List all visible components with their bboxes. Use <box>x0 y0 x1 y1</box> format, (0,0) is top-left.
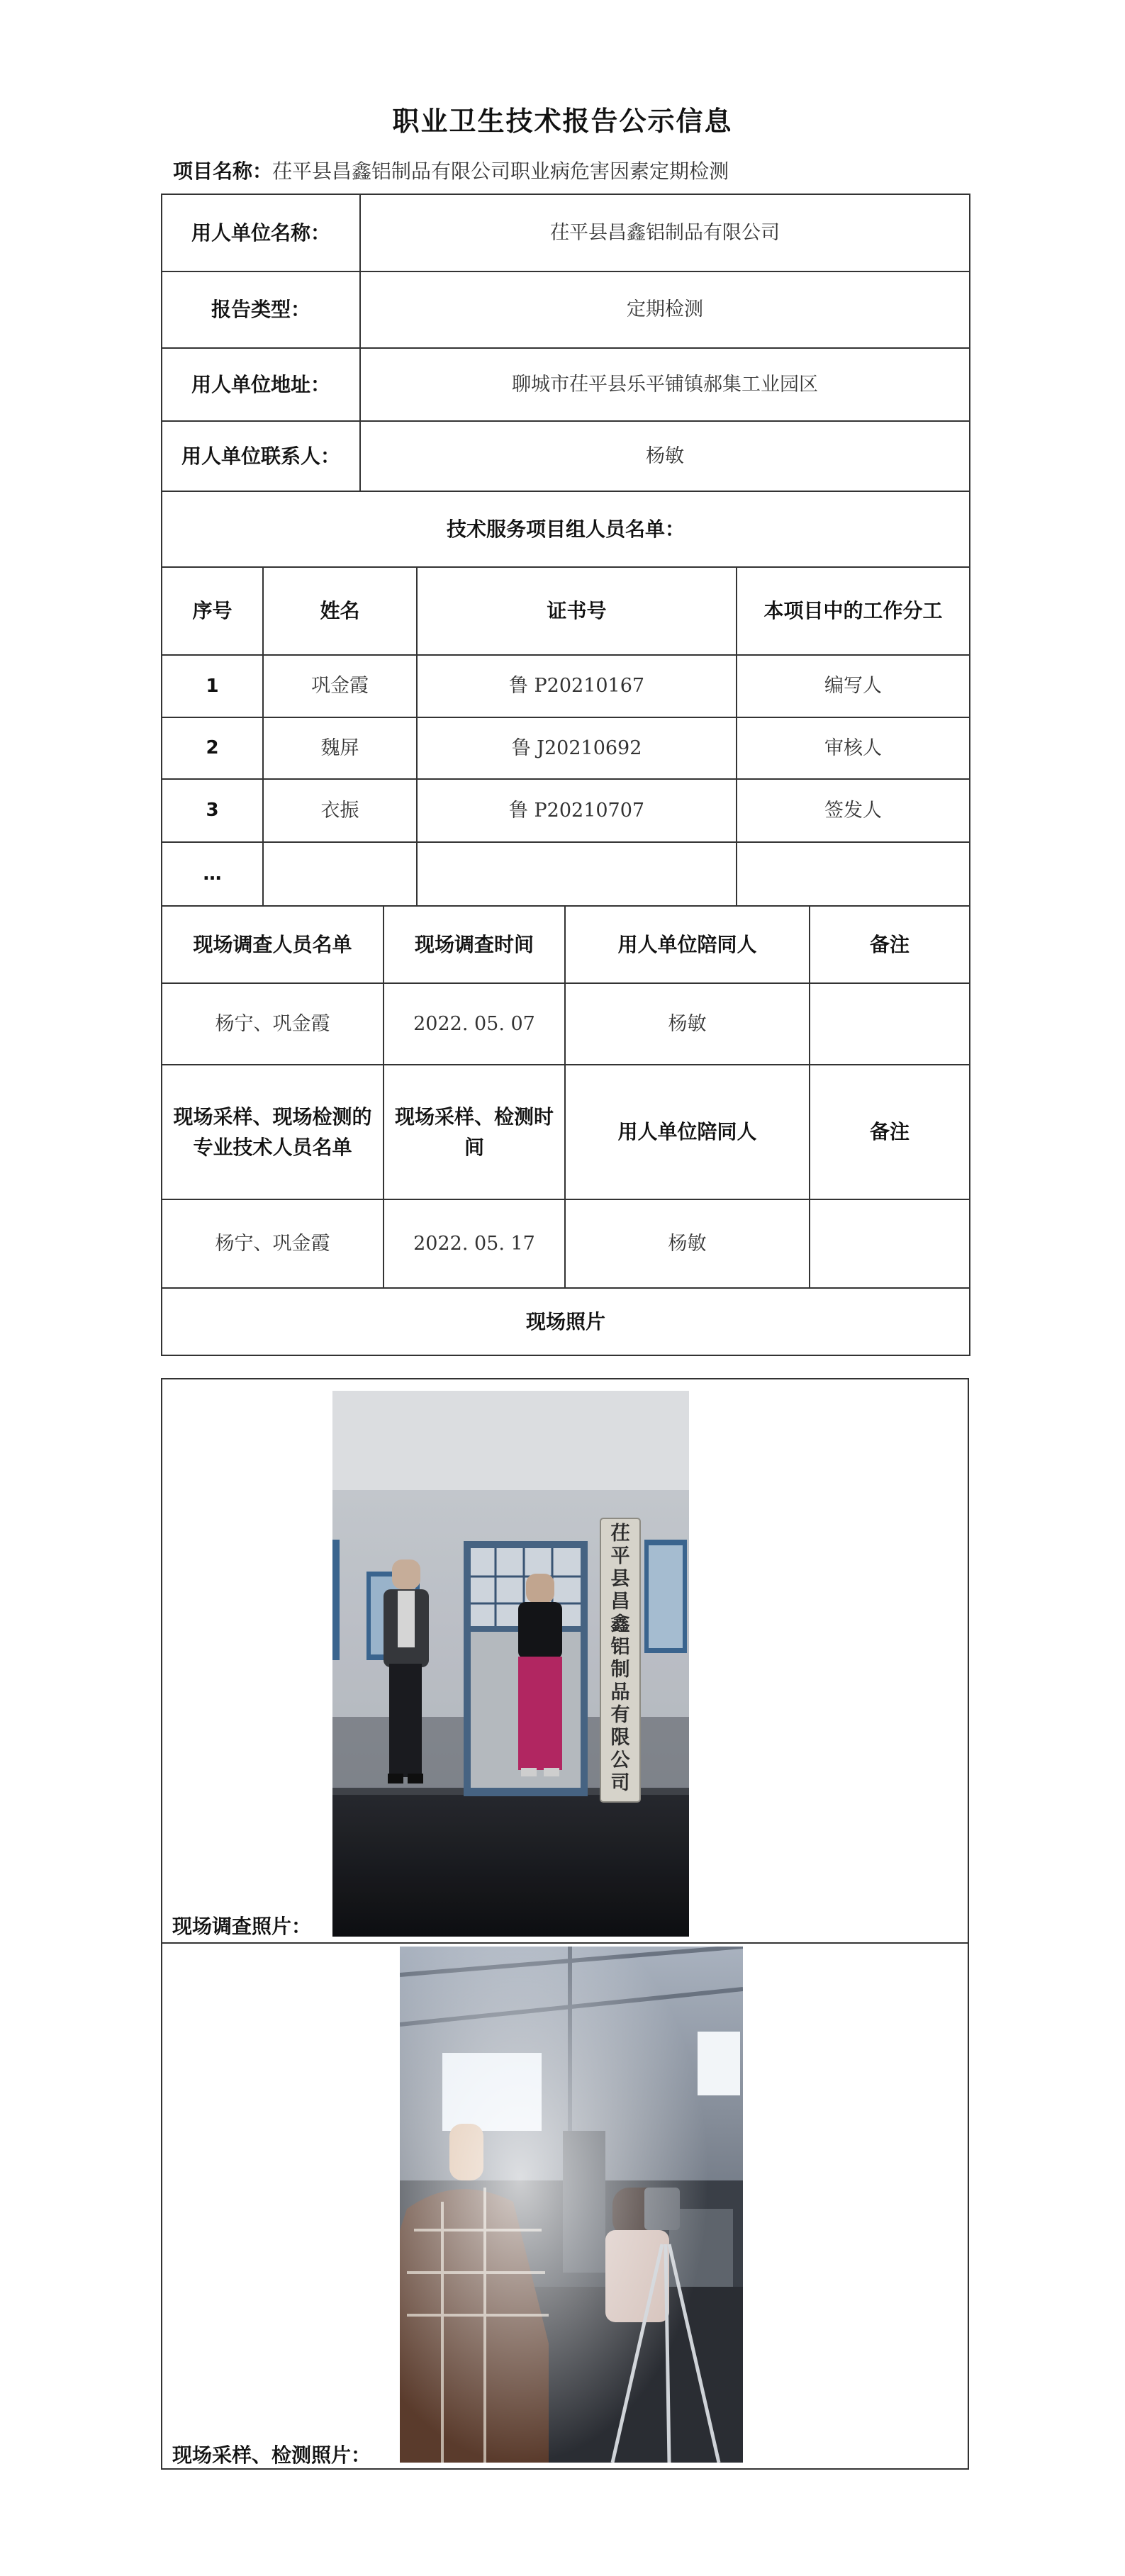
survey-note <box>810 983 970 1065</box>
row-role: 审核人 <box>737 717 970 779</box>
survey-people: 杨宁、巩金霞 <box>162 983 384 1065</box>
page-title: 职业卫生技术报告公示信息 <box>392 106 733 137</box>
col-header-cert: 证书号 <box>417 567 737 655</box>
employer-name-label: 用人单位名称： <box>162 194 360 271</box>
address-value: 聊城市茌平县乐平铺镇郝集工业园区 <box>360 348 970 421</box>
sampling-photo <box>400 1947 743 2463</box>
survey-photo <box>332 1391 689 1937</box>
sampling-photo-image <box>400 1947 743 2463</box>
table-row <box>162 655 970 717</box>
row-role: 签发人 <box>737 779 970 842</box>
survey-photo-row <box>162 1379 968 1944</box>
row-no: 1 <box>162 655 263 717</box>
sampling-note <box>810 1199 970 1288</box>
row-no: 2 <box>162 717 263 779</box>
survey-date: 2022. 05. 07 <box>384 983 565 1065</box>
project-name: 茌平县昌鑫铝制品有限公司职业病危害因素定期检测 <box>272 159 729 183</box>
sampling-escort: 杨敏 <box>565 1199 810 1288</box>
row-cert: 鲁 P20210707 <box>417 779 737 842</box>
report-type-value: 定期检测 <box>360 271 970 348</box>
photos-heading: 现场照片 <box>162 1288 970 1355</box>
survey-header-people: 现场调查人员名单 <box>162 906 384 983</box>
row-ellipsis: … <box>162 842 263 906</box>
address-label: 用人单位地址： <box>162 348 360 421</box>
survey-table <box>161 905 970 1356</box>
empty-cell <box>737 842 970 906</box>
row-name: 魏屏 <box>263 717 417 779</box>
contact-value: 杨敏 <box>360 421 970 491</box>
table-row <box>162 717 970 779</box>
row-no: 3 <box>162 779 263 842</box>
project-line <box>173 156 729 184</box>
table-row <box>162 779 970 842</box>
sampling-header-people: 现场采样、现场检测的专业技术人员名单 <box>162 1065 384 1199</box>
survey-header-date: 现场调查时间 <box>384 906 565 983</box>
sampling-people: 杨宁、巩金霞 <box>162 1199 384 1288</box>
photos-box <box>161 1378 969 2470</box>
row-name: 巩金霞 <box>263 655 417 717</box>
table-row <box>162 842 970 906</box>
sampling-header-note: 备注 <box>810 1065 970 1199</box>
survey-header-escort: 用人单位陪同人 <box>565 906 810 983</box>
contact-label: 用人单位联系人： <box>162 421 360 491</box>
row-cert: 鲁 J20210692 <box>417 717 737 779</box>
col-header-role: 本项目中的工作分工 <box>737 567 970 655</box>
sampling-header-date: 现场采样、检测时间 <box>384 1065 565 1199</box>
empty-cell <box>263 842 417 906</box>
sampling-photo-label: 现场采样、检测照片： <box>172 2443 371 2467</box>
sign-text: 茌平县昌鑫铝制品有限公司 <box>610 1523 630 1794</box>
sampling-photo-row <box>162 1944 968 2470</box>
report-type-label: 报告类型： <box>162 271 360 348</box>
team-table <box>161 491 970 907</box>
employer-name-value: 茌平县昌鑫铝制品有限公司 <box>360 194 970 271</box>
col-header-no: 序号 <box>162 567 263 655</box>
survey-header-note: 备注 <box>810 906 970 983</box>
sampling-header-escort: 用人单位陪同人 <box>565 1065 810 1199</box>
team-heading: 技术服务项目组人员名单： <box>162 491 970 567</box>
info-table <box>161 194 970 492</box>
survey-escort: 杨敏 <box>565 983 810 1065</box>
empty-cell <box>417 842 737 906</box>
survey-photo-label: 现场调查照片： <box>172 1915 312 1938</box>
project-label: 项目名称： <box>173 159 273 183</box>
row-role: 编写人 <box>737 655 970 717</box>
row-cert: 鲁 P20210167 <box>417 655 737 717</box>
row-name: 衣振 <box>263 779 417 842</box>
col-header-name: 姓名 <box>263 567 417 655</box>
sampling-date: 2022. 05. 17 <box>384 1199 565 1288</box>
